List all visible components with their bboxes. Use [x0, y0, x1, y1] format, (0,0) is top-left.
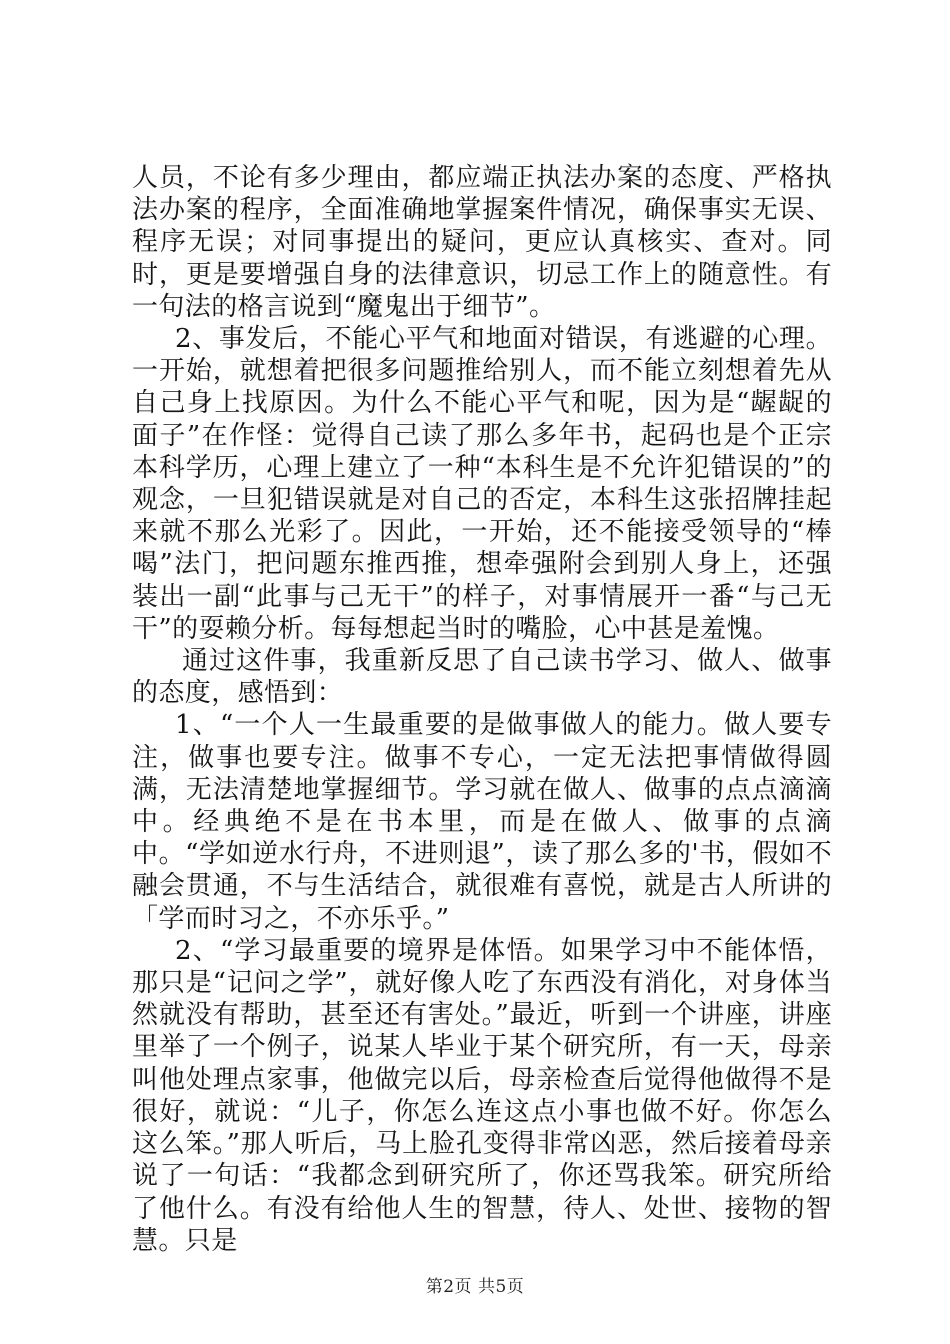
paragraph-insight-2: 2、“学习最重要的境界是体悟。如果学习中不能体悟，那只是“记问之学”，就好像人吃了东西没有消化，对身体当然就没有帮助，甚至还有害处。”最近，听到一个讲座，讲座里举了一个例子，说某人毕业于某个研究所，有一天，母亲叫他处理点家事，他做完以后，母亲检查后觉得他做得不是很好，就说：“儿子，你怎么连这点小事也做不好。你怎么这么笨。”那人听后，马上脸孔变得非常凶恶，然后接着母亲说了一句话：“我都念到研究所了，你还骂我笨。研究所给了他什么。有没有给他人生的智慧，待人、处世、接物的智慧。只是 — [132, 935, 832, 1256]
paragraph-reflection-intro: 通过这件事，我重新反思了自己读书学习、做人、做事的态度，感悟到： — [132, 646, 832, 709]
paragraph-insight-1: 1、“一个人一生最重要的是做事做人的能力。做人要专注，做事也要专注。做事不专心，一定无法把事情做得圆满，无法清楚地掌握细节。学习就在做人、做事的点点滴滴中。经典绝不是在书本里，而是在做人、做事的点滴中。“学如逆水行舟，不进则退”，读了那么多的'书，假如不融会贯通，不与生活结合，就很难有喜悦，就是古人所讲的「学而时习之，不亦乐乎。” — [132, 710, 832, 934]
paragraph-continuation: 人员，不论有多少理由，都应端正执法办案的态度、严格执法办案的程序，全面准确地掌握案件情况，确保事实无误、程序无误；对同事提出的疑问，更应认真核实、查对。同时，更是要增强自身的法律意识，切忌工作上的随意性。有一句法的格言说到“魔鬼出于细节”。 — [132, 163, 832, 322]
paragraph-point-2-avoidance: 2、事发后，不能心平气和地面对错误，有逃避的心理。一开始，就想着把很多问题推给别人，而不能立刻想着先从自己身上找原因。为什么不能心平气和呢，因为是“龌龊的面子”在作怪：觉得自己读了那么多年书，起码也是个正宗本科学历，心理上建立了一种“本科生是不允许犯错误的”的观念，一旦犯错误就是对自己的否定，本科生这张招牌挂起来就不那么光彩了。因此，一开始，还不能接受领导的“棒喝”法门，把问题东推西推，想牵强附会到别人身上，还强装出一副“此事与己无干”的样子，对事情展开一番“与己无干”的耍赖分析。每每想起当时的嘴脸，心中甚是羞愧。 — [132, 324, 832, 644]
page-number-footer: 第2页 共5页 — [425, 1277, 525, 1297]
document-body — [132, 162, 832, 1257]
